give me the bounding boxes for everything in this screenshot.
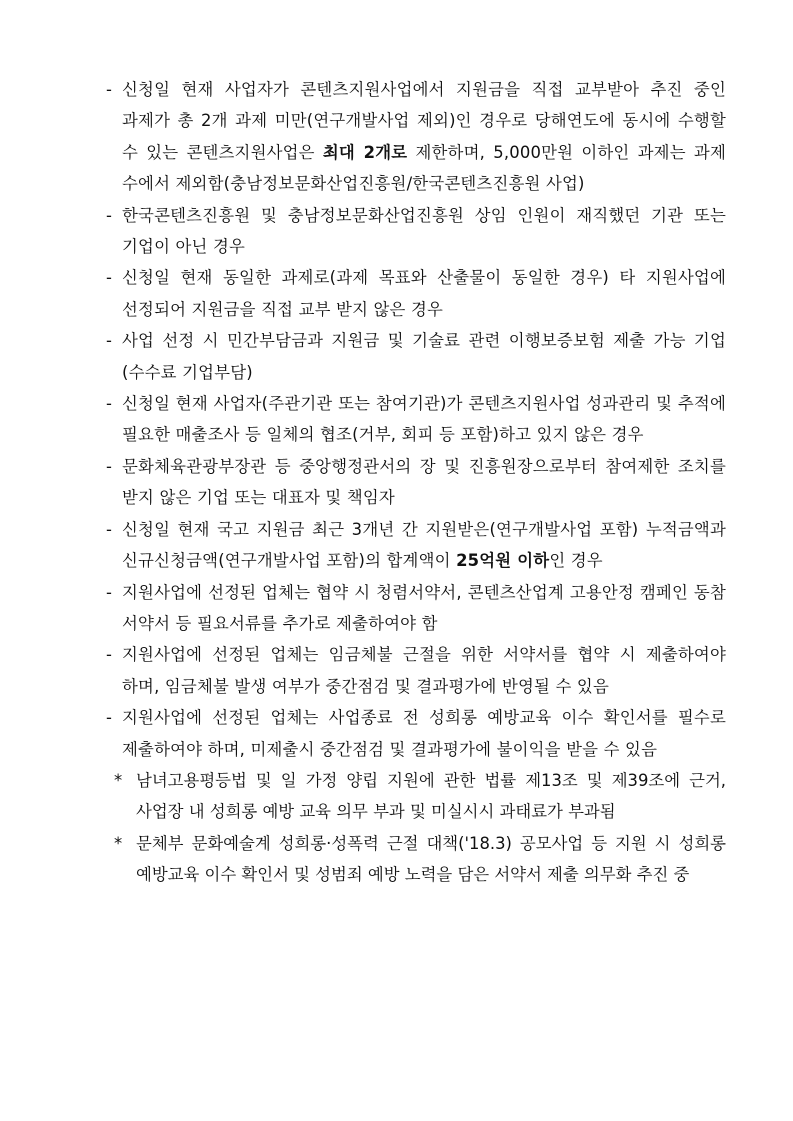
requirements-list <box>106 74 726 891</box>
dash-marker: - <box>106 645 113 665</box>
item-text: 신청일 현재 사업자(주관기관 또는 참여기관)가 콘텐츠지원사업 성과관리 및 추적에 필요한 매출조사 등 일체의 협조(거부, 회피 등 포함)하고 있지 않은 경우 <box>122 394 726 445</box>
list-item <box>106 325 726 388</box>
list-item <box>106 577 726 640</box>
dash-marker: - <box>106 268 113 288</box>
item-text: 제한하며, 5,000만원 이하인 과제는 과제 수에서 제외함(충남정보문화산업진흥원/한국콘텐츠진흥원 사업) <box>122 142 726 194</box>
item-text: 지원사업에 선정된 업체는 사업종료 전 성희롱 예방교육 이수 확인서를 필수로 제출하여야 하며, 미제출시 중간점검 및 결과평가에 불이익을 받을 수 있음 <box>122 708 726 759</box>
item-text: 지원사업에 선정된 업체는 임금체불 근절을 위한 서약서를 협약 시 제출하여야 하며, 임금체불 발생 여부가 중간점검 및 결과평가에 반영될 수 있음 <box>122 645 726 696</box>
dash-marker: - <box>106 331 113 351</box>
dash-marker: - <box>106 582 113 602</box>
dash-marker: - <box>106 80 113 99</box>
item-text: 신청일 현재 동일한 과제로(과제 목표와 산출물이 동일한 경우) 타 지원사업에 선정되어 지원금을 직접 교부 받지 않은 경우 <box>122 268 726 319</box>
item-emphasis: 최대 2개로 <box>322 142 408 162</box>
list-item <box>106 262 726 325</box>
dash-marker: - <box>106 519 113 539</box>
asterisk-marker: * <box>114 770 123 790</box>
dash-marker: - <box>106 456 113 476</box>
footnote-text: 남녀고용평등법 및 일 가정 양립 지원에 관한 법률 제13조 및 제39조에 근거, 사업장 내 성희롱 예방 교육 의무 부과 및 미실시시 과태료가 부과됨 <box>136 770 726 822</box>
item-text: 지원사업에 선정된 업체는 협약 시 청렴서약서, 콘텐츠산업계 고용안정 캠페인 동참 서약서 등 필요서류를 추가로 제출하여야 함 <box>122 582 726 633</box>
list-item <box>106 388 726 451</box>
list-item <box>106 514 726 577</box>
footnote <box>114 828 726 891</box>
list-item <box>106 639 726 702</box>
dash-marker: - <box>106 394 113 414</box>
footnote-text: 문체부 문화예술계 성희롱·성폭력 근절 대책('18.3) 공모사업 등 지원 시 성희롱 예방교육 이수 확인서 및 성범죄 예방 노력을 담은 서약서 제출 의무화 추진 중 <box>136 833 726 885</box>
item-text: 신청일 현재 사업자가 콘텐츠지원사업에서 지원금을 직접 교부받아 추진 중인 과제가 총 2개 과제 미만(연구개발사업 제외)인 경우로 당해연도에 동시에 수행할 수 있는 콘텐츠지원사업은 <box>122 80 726 162</box>
asterisk-marker: * <box>114 833 123 853</box>
list-item <box>106 200 726 263</box>
list-item <box>106 74 726 200</box>
dash-marker: - <box>106 708 113 728</box>
item-text: 사업 선정 시 민간부담금과 지원금 및 기술료 관련 이행보증보험 제출 가능 기업(수수료 기업부담) <box>122 331 726 382</box>
list-item <box>106 702 726 765</box>
item-text: 한국콘텐츠진흥원 및 충남정보문화산업진흥원 상임 인원이 재직했던 기관 또는 기업이 아닌 경우 <box>122 205 726 257</box>
dash-marker: - <box>106 205 113 225</box>
item-emphasis: 25억원 이하 <box>456 551 550 571</box>
item-text: 신청일 현재 국고 지원금 최근 3개년 간 지원받은(연구개발사업 포함) 누적금액과 신규신청금액(연구개발사업 포함)의 합계액이 <box>122 519 726 571</box>
item-text: 인 경우 <box>549 551 603 571</box>
footnote <box>114 765 726 828</box>
list-item <box>106 451 726 514</box>
item-text: 문화체육관광부장관 등 중앙행정관서의 장 및 진흥원장으로부터 참여제한 조치를 받지 않은 기업 또는 대표자 및 책임자 <box>122 456 726 508</box>
